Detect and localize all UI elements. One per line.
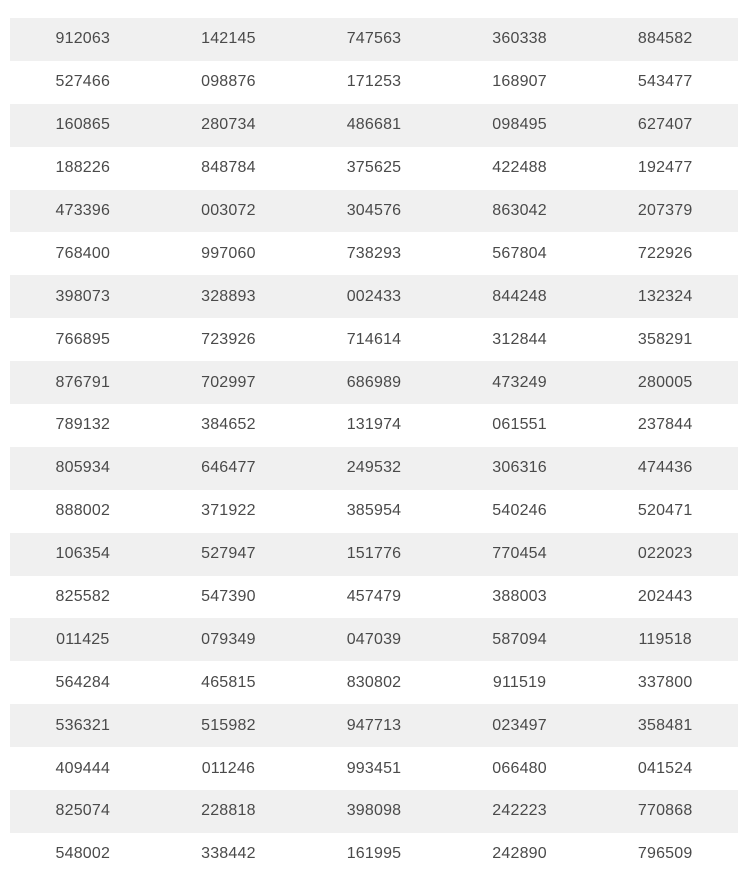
- table-cell: 207379: [592, 190, 738, 233]
- table-cell: 237844: [637, 416, 693, 434]
- data-table: [10, 18, 738, 876]
- table-cell: 161995: [346, 845, 402, 863]
- table-cell: 825582: [55, 588, 111, 606]
- table-cell: 848784: [201, 159, 256, 177]
- table-cell: 768400: [55, 244, 111, 262]
- table-cell: 384652: [201, 416, 256, 434]
- table-cell: 151776: [301, 533, 447, 576]
- table-cell: 876791: [10, 361, 156, 404]
- table-row: [10, 576, 738, 619]
- table-cell: 011246: [201, 759, 256, 777]
- table-cell: 192477: [637, 159, 693, 177]
- table-cell: 805934: [10, 447, 156, 490]
- table-cell: 003072: [156, 190, 302, 233]
- table-cell: 022023: [592, 533, 738, 576]
- table-cell: 723926: [201, 330, 256, 348]
- data-table-body: [10, 18, 738, 876]
- table-cell: 106354: [10, 533, 156, 576]
- table-cell: 997060: [201, 244, 256, 262]
- table-row: [10, 275, 738, 318]
- table-cell: 543477: [637, 73, 693, 91]
- table-cell: 171253: [346, 73, 402, 91]
- table-cell: 567804: [492, 244, 547, 262]
- table-cell: 947713: [301, 704, 447, 747]
- table-cell: 160865: [10, 104, 156, 147]
- table-cell: 119518: [592, 618, 738, 661]
- table-cell: 079349: [156, 618, 302, 661]
- table-cell: 385954: [346, 502, 402, 520]
- table-cell: 457479: [346, 588, 402, 606]
- table-cell: 132324: [592, 275, 738, 318]
- table-cell: 388003: [492, 588, 547, 606]
- table-cell: 371922: [201, 502, 256, 520]
- table-cell: 398073: [10, 275, 156, 318]
- table-cell: 527466: [55, 73, 111, 91]
- table-cell: 844248: [447, 275, 593, 318]
- table-cell: 536321: [10, 704, 156, 747]
- table-cell: 527947: [156, 533, 302, 576]
- table-cell: 747563: [301, 18, 447, 61]
- table-cell: 202443: [637, 588, 693, 606]
- table-cell: 304576: [301, 190, 447, 233]
- table-cell: 328893: [156, 275, 302, 318]
- table-cell: 061551: [492, 416, 547, 434]
- table-cell: 520471: [637, 502, 693, 520]
- table-cell: 098876: [201, 73, 256, 91]
- table-cell: 766895: [55, 330, 111, 348]
- table-row: [10, 361, 738, 404]
- table-row: [10, 747, 738, 790]
- table-cell: 228818: [156, 790, 302, 833]
- table-cell: 646477: [156, 447, 302, 490]
- table-cell: 280734: [156, 104, 302, 147]
- table-row: [10, 404, 738, 447]
- table-row: [10, 618, 738, 661]
- table-cell: 548002: [55, 845, 111, 863]
- table-cell: 142145: [156, 18, 302, 61]
- table-cell: 375625: [346, 159, 402, 177]
- table-cell: 338442: [201, 845, 256, 863]
- table-row: [10, 790, 738, 833]
- table-cell: 714614: [346, 330, 402, 348]
- table-cell: 131974: [346, 416, 402, 434]
- table-cell: 306316: [447, 447, 593, 490]
- table-cell: 911519: [492, 673, 547, 691]
- table-cell: 540246: [492, 502, 547, 520]
- table-row: [10, 61, 738, 104]
- table-cell: 242890: [492, 845, 547, 863]
- table-cell: 066480: [492, 759, 547, 777]
- table-cell: 547390: [201, 588, 256, 606]
- table-cell: 011425: [10, 618, 156, 661]
- table-row: [10, 533, 738, 576]
- table-row: [10, 447, 738, 490]
- table-cell: 486681: [301, 104, 447, 147]
- table-cell: 337800: [637, 673, 693, 691]
- table-cell: 242223: [447, 790, 593, 833]
- table-row: [10, 318, 738, 361]
- table-cell: 002433: [301, 275, 447, 318]
- table-cell: 627407: [592, 104, 738, 147]
- table-cell: 465815: [201, 673, 256, 691]
- table-cell: 409444: [55, 759, 111, 777]
- table-cell: 474436: [592, 447, 738, 490]
- table-cell: 587094: [447, 618, 593, 661]
- table-row: [10, 18, 738, 61]
- data-table-container: [10, 18, 738, 876]
- table-cell: 023497: [447, 704, 593, 747]
- table-cell: 770454: [447, 533, 593, 576]
- table-cell: 686989: [301, 361, 447, 404]
- table-cell: 312844: [492, 330, 547, 348]
- table-cell: 047039: [301, 618, 447, 661]
- table-cell: 422488: [492, 159, 547, 177]
- table-row: [10, 232, 738, 275]
- table-cell: 188226: [55, 159, 111, 177]
- table-cell: 515982: [156, 704, 302, 747]
- table-cell: 863042: [447, 190, 593, 233]
- table-row: [10, 704, 738, 747]
- table-cell: 473396: [10, 190, 156, 233]
- table-cell: 884582: [592, 18, 738, 61]
- table-cell: 098495: [447, 104, 593, 147]
- table-cell: 564284: [55, 673, 111, 691]
- table-cell: 041524: [637, 759, 693, 777]
- table-cell: 358481: [592, 704, 738, 747]
- table-cell: 702997: [156, 361, 302, 404]
- table-cell: 280005: [592, 361, 738, 404]
- table-row: [10, 147, 738, 190]
- table-cell: 473249: [447, 361, 593, 404]
- table-cell: 360338: [447, 18, 593, 61]
- table-cell: 738293: [346, 244, 402, 262]
- table-cell: 770868: [592, 790, 738, 833]
- table-cell: 249532: [301, 447, 447, 490]
- table-cell: 825074: [10, 790, 156, 833]
- table-cell: 722926: [637, 244, 693, 262]
- table-row: [10, 661, 738, 704]
- table-cell: 796509: [637, 845, 693, 863]
- table-cell: 398098: [301, 790, 447, 833]
- table-cell: 912063: [10, 18, 156, 61]
- table-cell: 358291: [637, 330, 693, 348]
- table-row: [10, 490, 738, 533]
- table-row: [10, 190, 738, 233]
- table-cell: 888002: [55, 502, 111, 520]
- table-cell: 168907: [492, 73, 547, 91]
- table-cell: 789132: [55, 416, 111, 434]
- table-row: [10, 104, 738, 147]
- table-cell: 993451: [346, 759, 402, 777]
- table-row: [10, 833, 738, 876]
- table-cell: 830802: [346, 673, 402, 691]
